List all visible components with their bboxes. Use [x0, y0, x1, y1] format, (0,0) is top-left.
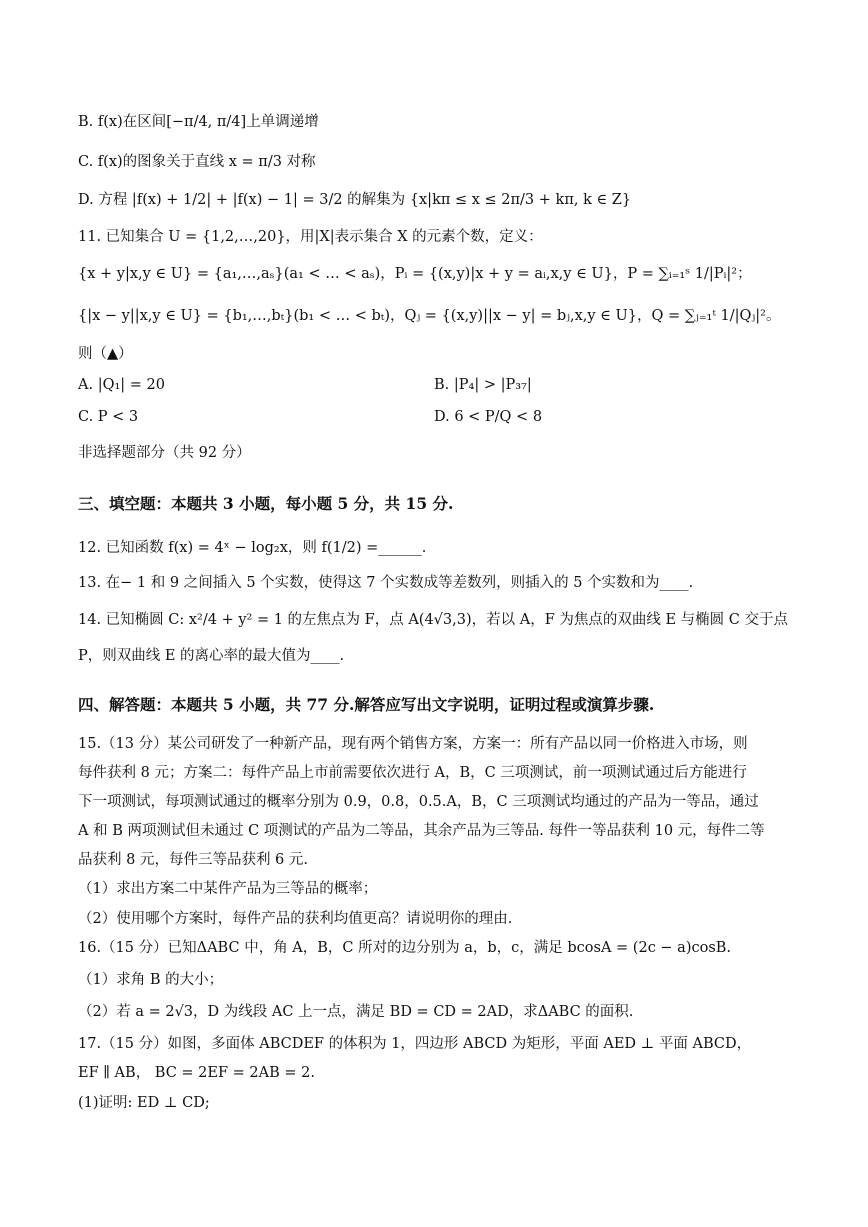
q11-option-a: A. |Q₁| = 20 [78, 377, 165, 393]
q16-stem: 16.（15 分）已知ΔABC 中，角 A，B，C 所对的边分别为 a，b，c，满足 bcosA = (2c − a)cosB. [78, 940, 732, 956]
q10-option-d: D. 方程 |f(x) + 1/2| + |f(x) − 1| = 3/2 的解集为 {x|kπ ≤ x ≤ 2π/3 + kπ, k ∈ Z} [78, 192, 632, 208]
q14-line-2: P，则双曲线 E 的离心率的最大值为____. [78, 648, 345, 664]
q17-stem: 17.（15 分）如图，多面体 ABCDEF 的体积为 1，四边形 ABCD 为矩形，平面 AED ⊥ 平面 ABCD， [78, 1036, 752, 1052]
q15-line: 每件获利 8 元；方案二：每件产品上市前需要依次进行 A，B，C 三项测试，前一项测试通过后方能进行 [78, 765, 747, 781]
q10-option-b: B. f(x)在区间[−π/4, π/4]上单调递增 [78, 114, 319, 130]
non-choice-label: 非选择题部分（共 92 分） [78, 445, 251, 461]
q11-definition-2: {|x − y||x,y ∈ U} = {b₁,…,bₜ}(b₁ < … < bₜ)，Qⱼ = {(x,y)||x − y| = bⱼ,x,y ∈ U}，Q = ∑ⱼ₌₁ᵗ 1/|Qⱼ|²。 [78, 308, 781, 324]
q10-option-c: C. f(x)的图象关于直线 x = π/3 对称 [78, 154, 316, 170]
q11-option-d: D. 6 < P/Q < 8 [434, 409, 543, 425]
q16-part-2: （2）若 a = 2√3，D 为线段 AC 上一点，满足 BD = CD = 2AD，求ΔABC 的面积. [78, 1004, 634, 1020]
q15-line: A 和 B 两项测试但未通过 C 项测试的产品为二等品，其余产品为三等品. 每件一等品获利 10 元，每件二等 [78, 823, 765, 839]
section3-heading: 三、填空题：本题共 3 小题，每小题 5 分，共 15 分. [78, 494, 454, 513]
q15-part-2: （2）使用哪个方案时，每件产品的获利均值更高？请说明你的理由. [78, 911, 513, 927]
q15-line: 下一项测试，每项测试通过的概率分别为 0.9，0.8，0.5.A，B，C 三项测试均通过的产品为一等品，通过 [78, 794, 759, 810]
q12: 12. 已知函数 f(x) = 4ˣ − log₂x，则 f(1/2) =______. [78, 540, 427, 556]
q15-line: 品获利 8 元，每件三等品获利 6 元. [78, 852, 308, 868]
q15-line: 15.（13 分）某公司研发了一种新产品，现有两个销售方案，方案一：所有产品以同一价格进入市场，则 [78, 736, 748, 752]
q15-part-1: （1）求出方案二中某件产品为三等品的概率； [78, 881, 378, 897]
section4-heading: 四、解答题：本题共 5 小题，共 77 分.解答应写出文字说明，证明过程或演算步骤. [78, 695, 655, 714]
q11-stem: 11. 已知集合 U = {1,2,…,20}，用|X|表示集合 X 的元素个数，定义： [78, 229, 543, 245]
q14-line-1: 14. 已知椭圆 C: x²/4 + y² = 1 的左焦点为 F，点 A(4√3,3)，若以 A，F 为焦点的双曲线 E 与椭圆 C 交于点 [78, 612, 788, 628]
q16-part-1: （1）求角 B 的大小； [78, 972, 224, 988]
q17-stem-cont: EF ∥ AB， BC = 2EF = 2AB = 2. [78, 1065, 315, 1081]
q11-then: 则（▲） [78, 346, 133, 362]
q17-part-1: (1)证明: ED ⊥ CD; [78, 1095, 210, 1111]
q11-option-c: C. P < 3 [78, 409, 139, 425]
q11-definition-1: {x + y|x,y ∈ U} = {a₁,…,aₛ}(a₁ < … < aₛ)，Pᵢ = {(x,y)|x + y = aᵢ,x,y ∈ U}，P = ∑ᵢ₌₁ˢ 1/|Pᵢ|²； [78, 266, 752, 282]
q11-option-b: B. |P₄| > |P₃₇| [434, 377, 532, 393]
q13: 13. 在− 1 和 9 之间插入 5 个实数，使得这 7 个实数成等差数列，则插入的 5 个实数和为____. [78, 575, 694, 591]
